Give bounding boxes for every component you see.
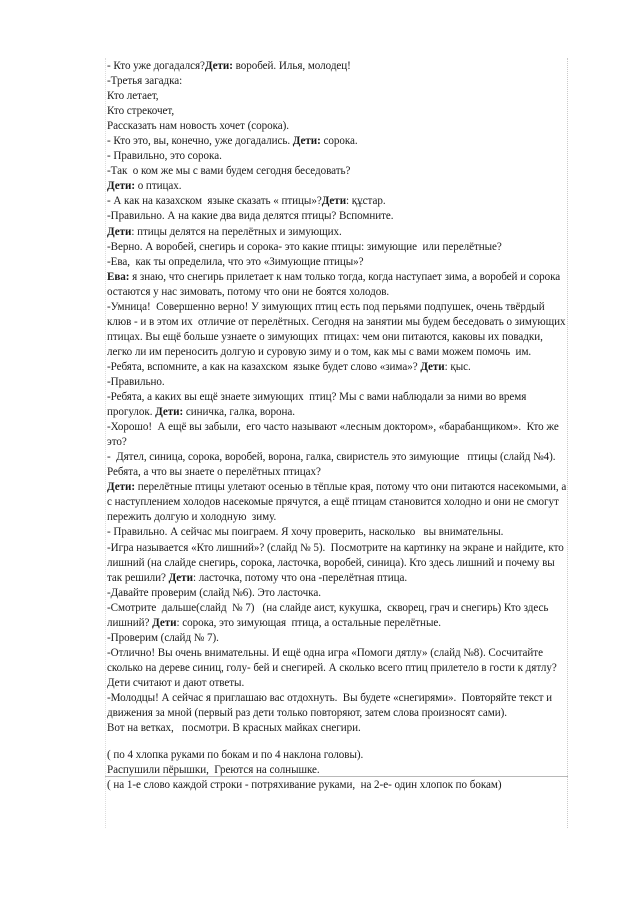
text-run: : қыс. <box>444 360 471 373</box>
text-run: о птицах. <box>134 180 182 193</box>
text-run: ( по 4 хлопка руками по бокам и по 4 наклона головы). <box>107 749 364 762</box>
paragraph <box>107 763 569 778</box>
text-run: Кто летает, <box>107 90 159 103</box>
text-run: -Третья загадка: <box>107 75 183 88</box>
text-run: - А как на казахском языке сказать « птицы»? <box>107 195 322 208</box>
text-run: Вот на ветках, посмотри. В красных майках снегири. <box>107 722 361 735</box>
block-gap <box>107 736 569 748</box>
paragraph <box>107 209 569 224</box>
text-run: Распушили пёрышки, Греются на солнышке. <box>107 764 320 777</box>
document-body <box>107 59 569 793</box>
text-run: : сорока, это зимующая птица, а остальные перелётные. <box>176 616 441 629</box>
text-run: - Кто это, вы, конечно, уже догадались. <box>107 135 293 148</box>
text-run: -Ребята, вспомните, а как на казахском языке будет слово «зима»? <box>107 360 421 373</box>
text-run: Кто стрекочет, <box>107 105 175 118</box>
paragraph <box>107 525 569 540</box>
text-block-main <box>107 59 569 736</box>
text-run: -Отлично! Вы очень внимательны. И ещё одна игра «Помоги дятлу» (слайд №8). Сосчитайте сколько на дереве синиц, голу- бей и снегирей. А сколько всего птиц прилетело в гости к дятлу? <box>107 646 557 674</box>
paragraph <box>107 164 569 179</box>
text-run: : құстар. <box>346 195 386 208</box>
paragraph <box>107 270 569 300</box>
paragraph <box>107 480 569 525</box>
speaker-label: Дети: <box>155 406 184 419</box>
paragraph <box>107 255 569 270</box>
text-run: -Так о ком же мы с вами будем сегодня беседовать? <box>107 165 351 178</box>
paragraph <box>107 300 569 360</box>
speaker-label: Дети <box>152 616 177 629</box>
text-run: воробей. Илья, молодец! <box>232 60 351 72</box>
paragraph <box>107 194 569 209</box>
paragraph <box>107 601 569 631</box>
paragraph <box>107 360 569 375</box>
text-run: -Смотрите дальше(слайд № 7) (на слайде аист, кукушка, скворец, грач и снегирь) Кто здесь лишний? <box>107 601 552 629</box>
paragraph <box>107 721 569 736</box>
paragraph <box>107 631 569 646</box>
paragraph <box>107 104 569 119</box>
text-run: я знаю, что снегирь прилетает к нам только тогда, когда наступает зима, а воробей и сорока остаются у нас зимовать, потому что они не боятся холодов. <box>107 270 563 298</box>
paragraph <box>107 134 569 149</box>
paragraph <box>107 646 569 676</box>
paragraph <box>107 225 569 240</box>
speaker-label: Дети <box>168 571 193 584</box>
paragraph <box>107 390 569 420</box>
paragraph <box>107 541 569 586</box>
text-run: -Игра называется «Кто лишний»? (слайд № 5). Посмотрите на картинку на экране и найдите, кто лишний (на слайде снегирь, сорока, ласточка, воробей, синица). Кто здесь лишний и почему вы так решили? <box>107 541 567 584</box>
left-table-border <box>105 58 106 828</box>
paragraph <box>107 149 569 164</box>
paragraph <box>107 74 569 89</box>
paragraph <box>107 119 569 134</box>
text-run: Рассказать нам новость хочет (сорока). <box>107 120 289 133</box>
text-run: - Кто уже догадался? <box>107 60 205 72</box>
text-run: ( на 1-е слово каждой строки - потряхивание руками, на 2-е- один хлопок по бокам) <box>107 779 502 792</box>
text-run: - Дятел, синица, сорока, воробей, ворона, галка, свиристель это зимующие птицы (слайд №4). Ребята, а что вы знаете о перелётных птицах? <box>107 451 559 479</box>
text-run: -Правильно. <box>107 375 165 388</box>
text-run: -Хорошо! А ещё вы забыли, его часто называют «лесным доктором», «барабанщиком». Кто же это? <box>107 421 562 449</box>
text-run: : ласточка, потому что она -перелётная птица. <box>192 571 408 584</box>
speaker-label: Дети <box>321 195 347 208</box>
speaker-label: Дети: <box>107 481 135 494</box>
paragraph <box>107 375 569 390</box>
paragraph <box>107 748 569 763</box>
paragraph <box>107 420 569 450</box>
text-run: перелётные птицы улетают осенью в тёплые края, потому что они питаются насекомыми, а с наступлением холодов насекомые прячутся, а ещё птицам становится холодно и они не смогут пережить долгую и холодную зиму. <box>107 481 569 524</box>
speaker-label: Дети: <box>107 180 135 193</box>
text-run: - Правильно. А сейчас мы поиграем. Я хочу проверить, насколько вы внимательны. <box>107 526 504 539</box>
speaker-label: Ева: <box>107 270 130 283</box>
text-run: -Ребята, а каких вы ещё знаете зимующих птиц? Мы с вами наблюдали за ними во время прогулок. <box>107 391 530 419</box>
paragraph <box>107 691 569 721</box>
text-run: Дети считают и дают ответы. <box>107 676 245 689</box>
paragraph <box>107 676 569 691</box>
text-run: : птицы делятся на перелётных и зимующих. <box>131 225 342 238</box>
text-run: -Верно. А воробей, снегирь и сорока- это какие птицы: зимующие или перелётные? <box>107 240 502 253</box>
text-run: -Умница! Совершенно верно! У зимующих птиц есть под перьями подпушек, очень твёрдый клюв - и в этом их отличие от перелётных. Сегодня на занятии мы будем беседовать о зимующих птицах. Вы ещё больше узнаете о зимующих птицах: чем они питаются, каковы их повадки, легко ли им переносить долгую и суровую зиму и о том, как мы с вами можем помочь им. <box>107 300 569 358</box>
text-run: -Давайте проверим (слайд №6). Это ласточка. <box>107 586 321 599</box>
text-block-exercise <box>107 748 569 793</box>
paragraph <box>107 179 569 194</box>
paragraph <box>107 586 569 601</box>
text-run: -Ева, как ты определила, что это «Зимующие птицы»? <box>107 255 364 268</box>
speaker-label: Дети: <box>204 60 233 72</box>
text-run: -Проверим (слайд № 7). <box>107 631 219 644</box>
paragraph <box>107 89 569 104</box>
text-run: -Молодцы! А сейчас я приглашаю вас отдохнуть. Вы будете «снегирями». Повторяйте текст и движения за мной (первый раз дети только повторяют, затем слова произносят сами). <box>107 691 555 720</box>
speaker-label: Дети <box>420 360 445 373</box>
text-run: -Правильно. А на какие два вида делятся птицы? Вспомните. <box>107 210 394 223</box>
text-run: сорока. <box>320 135 358 148</box>
paragraph <box>107 240 569 255</box>
text-run: - Правильно, это сорока. <box>107 150 222 163</box>
paragraph <box>107 778 569 793</box>
speaker-label: Дети: <box>292 135 321 148</box>
paragraph <box>107 59 569 74</box>
text-run: синичка, галка, ворона. <box>183 406 295 419</box>
speaker-label: Дети <box>107 225 132 238</box>
paragraph <box>107 450 569 480</box>
